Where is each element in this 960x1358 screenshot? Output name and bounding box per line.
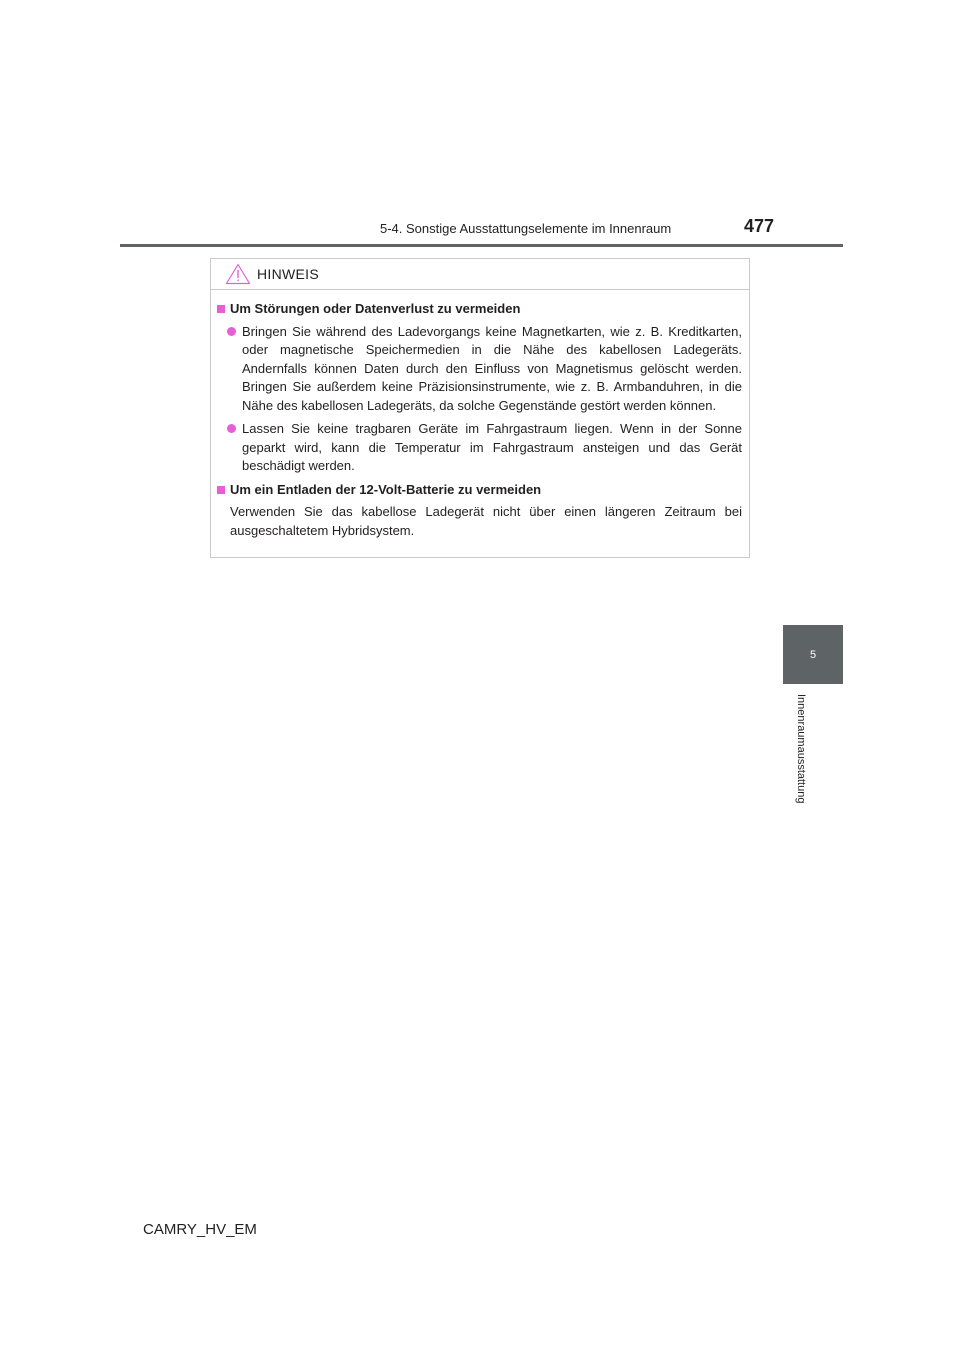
notice-title: HINWEIS xyxy=(257,266,319,282)
section-heading xyxy=(217,481,742,500)
section-title: 5-4. Sonstige Ausstattungselemente im Innenraum xyxy=(380,221,672,236)
chapter-tab xyxy=(783,625,843,684)
square-bullet-icon xyxy=(217,486,225,494)
list-item xyxy=(227,323,742,416)
section-heading-text: Um ein Entladen der 12-Volt-Batterie zu vermeiden xyxy=(230,481,542,497)
warning-triangle-icon xyxy=(225,263,251,285)
header-divider xyxy=(120,244,843,247)
list-item-text: Bringen Sie während des Ladevorgangs keine Magnetkarten, wie z. B. Kreditkarten, oder magnetische Speichermedien in die Nähe des kabellosen Ladegeräts. Andernfalls können Daten durch den Einfluss von Magnetismus gelöscht werden. Bringen Sie außerdem keine Präzisionsinstrumente, wie z. B. Armbanduhren, in die Nähe des kabellosen Ladegeräts, da solche Gegenstände gestört werden können. xyxy=(242,323,742,413)
section-paragraph: Verwenden Sie das kabellose Ladegerät nicht über einen längeren Zeitraum bei ausgeschaltetem Hybridsystem. xyxy=(230,504,742,538)
section-heading-text: Um Störungen oder Datenverlust zu vermeiden xyxy=(230,301,521,316)
notice-box xyxy=(210,258,750,558)
round-bullet-icon xyxy=(227,424,236,433)
footer-model-code: CAMRY_HV_EM xyxy=(143,1221,257,1238)
square-bullet-icon xyxy=(217,305,225,313)
list-item xyxy=(227,420,742,476)
notice-body xyxy=(211,290,749,540)
section-heading xyxy=(217,300,742,319)
notice-header xyxy=(211,259,749,290)
page-number: 477 xyxy=(744,216,775,236)
round-bullet-icon xyxy=(227,327,236,336)
chapter-number: 5 xyxy=(809,648,817,661)
chapter-label: Innenraumausstattung xyxy=(795,694,807,804)
list-item-text: Lassen Sie keine tragbaren Geräte im Fahrgastraum liegen. Wenn in der Sonne geparkt wird, kann die Temperatur im Fahrgastraum ansteigen und das Gerät beschädigt werden. xyxy=(242,421,742,473)
